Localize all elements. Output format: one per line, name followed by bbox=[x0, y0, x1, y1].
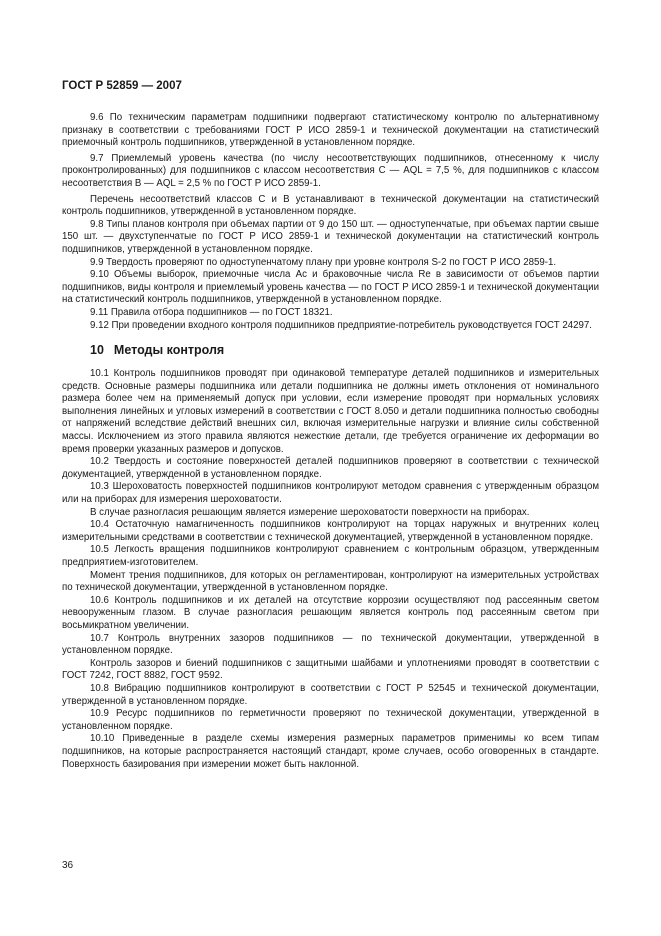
clause-10-3-note: В случае разногласия решающим является измерение шероховатости поверхности на приборах. bbox=[90, 506, 530, 518]
section-number: 10 bbox=[90, 343, 104, 358]
clause-10-8: 10.8 Вибрацию подшипников контролируют в соответствии с ГОСТ Р 52545 и технической документации, утвержденной в установленном порядке. bbox=[62, 682, 599, 707]
clause-10-9: 10.9 Ресурс подшипников по герметичности проверяют по технической документации, утвержденной в установленном порядке. bbox=[62, 708, 599, 732]
clause-9-8: 9.8 Типы планов контроля при объемах партии от 9 до 150 шт. — одноступенчатые, при объемах партии свыше 150 шт. — двухступенчатые по ГОСТ Р ИСО 2859-1 и технической документации на статистический контроль подшипников, утвержденной в установленном порядке. bbox=[62, 218, 599, 255]
clause-10-2: 10.2 Твердость и состояние поверхностей деталей подшипников проверяют в соответствии с технической документацией, утвержденной в установленном порядке. bbox=[62, 456, 599, 480]
clause-10-10: 10.10 Приведенные в разделе схемы измерения размерных параметров применимы ко всем типам подшипников, на которые распространяется настоящий стандарт, кроме случаев, особо оговоренных в стандарте. Поверхность базирования при измерении может быть наклонной. bbox=[62, 733, 599, 770]
document-header: ГОСТ Р 52859 — 2007 bbox=[62, 80, 182, 92]
section-heading bbox=[90, 342, 599, 358]
section-title: Методы контроля bbox=[113, 343, 225, 358]
clause-10-3: 10.3 Шероховатость поверхностей подшипников контролируют методом сравнения с утвержденным образцом или на приборах для измерения шероховатости. bbox=[62, 481, 599, 506]
clause-10-7-note: Контроль зазоров и биений подшипников с защитными шайбами и уплотнениями проводят в соответствии с ГОСТ 7242, ГОСТ 8882, ГОСТ 9592. bbox=[62, 657, 599, 682]
clause-10-4: 10.4 Остаточную намагниченность подшипников контролируют на торцах наружных и внутренних колец измерительными средствами в соответствии с технической документацией, утвержденной в установленном порядке. bbox=[62, 519, 599, 543]
clause-10-1: 10.1 Контроль подшипников проводят при одинаковой температуре деталей подшипников и измерительных средств. Основные размеры подшипника или детали подшипника не должны иметь отклонения от номинального размера более чем на применяемый допуск при условии, если измерение проводят при нормальных условиях выполнения линейных и угловых измерений в соответствии с ГОСТ 8.050 и детали подшипника полностью свободны от напряжений вследствие действий внешних сил, включая измерительные нагрузки и влияние силы собственной массы. Исключением из этого правила являются нежесткие детали, где требуется ограничение их деформации во время проверки указанных размеров и допусков. bbox=[62, 368, 599, 455]
document-body bbox=[62, 109, 599, 771]
clause-9-11: 9.11 Правила отбора подшипников — по ГОСТ 18321. bbox=[90, 306, 333, 318]
clause-9-7: 9.7 Приемлемый уровень качества (по числу несоответствующих подшипников, отнесенному к числу проконтролированных) для подшипников с классом несоответствия С — AQL = 7,5 %, для подшипников с классом несоответствия В — AQL = 2,5 % по ГОСТ Р ИСО 2859-1. bbox=[62, 152, 599, 189]
clause-9-9: 9.9 Твердость проверяют по одноступенчатому плану при уровне контроля S-2 по ГОСТ Р ИСО 2859-1. bbox=[90, 256, 557, 268]
clause-10-5-note: Момент трения подшипников, для которых он регламентирован, контролируют на измерительных устройствах по технической документации, утвержденной в установленном порядке. bbox=[62, 569, 599, 594]
clause-9-6: 9.6 По техническим параметрам подшипники подвергают статистическому контролю по альтернативному признаку в соответствии с требованиями ГОСТ Р ИСО 2859-1 и технической документации на статистический приемочный контроль подшипников, утвержденной в установленном порядке. bbox=[62, 112, 599, 149]
clause-9-10: 9.10 Объемы выборок, приемочные числа Ас и браковочные числа Re в зависимости от объемов партии подшипников, виды контроля и приемлемый уровень качества — по ГОСТ Р ИСО 2859-1 и технической документации на статистический контроль подшипников, утвержденной в установленном порядке. bbox=[62, 269, 599, 306]
clause-9-7-list: Перечень несоответствий классов С и В устанавливают в технической документации на статистический контроль подшипников, утвержденной в установленном порядке. bbox=[62, 193, 599, 218]
clause-10-7: 10.7 Контроль внутренних зазоров подшипников — по технической документации, утвержденной в установленном порядке. bbox=[62, 632, 599, 657]
page-number: 36 bbox=[62, 860, 74, 871]
clause-9-12: 9.12 При проведении входного контроля подшипников предприятие-потребитель руководствуется ГОСТ 24297. bbox=[90, 319, 592, 331]
clause-10-6: 10.6 Контроль подшипников и их деталей на отсутствие коррозии осуществляют под рассеянным светом невооруженным глазом. В случае разногласия решающим является контроль под рассеянным светом при восьмикратном увеличении. bbox=[62, 594, 599, 631]
clause-10-5: 10.5 Легкость вращения подшипников контролируют сравнением с контрольным образцом, утвержденным предприятием-изготовителем. bbox=[62, 544, 599, 568]
